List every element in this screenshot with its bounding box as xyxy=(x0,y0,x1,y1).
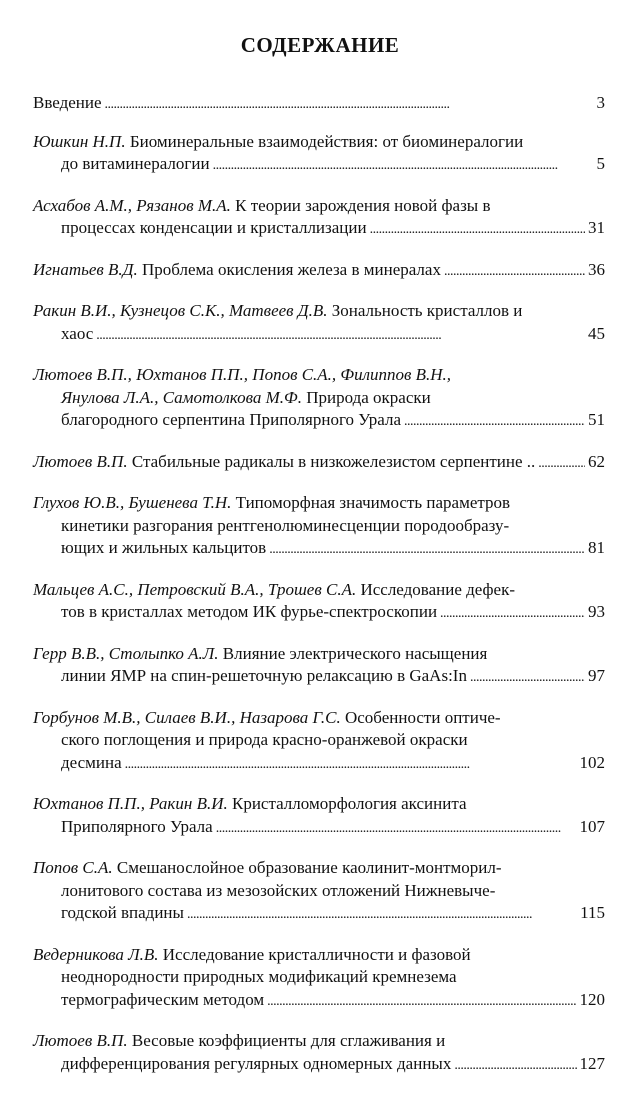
page-number: 93 xyxy=(588,602,605,621)
toc-entry-title: неоднородности природных модификаций кремнезема xyxy=(61,967,457,986)
toc-entry-authors: Асхабов А.М., Рязанов М.А. xyxy=(33,195,231,215)
page-number: 120 xyxy=(579,989,605,1009)
toc-entry-title: Влияние электрического насыщения xyxy=(218,643,488,663)
toc-entry xyxy=(33,793,605,840)
toc-entry-text xyxy=(33,92,102,115)
toc-entry-authors: Юшкин Н.П. xyxy=(33,131,126,151)
toc-entry xyxy=(33,707,605,777)
toc-entry-line xyxy=(33,492,605,515)
toc-entry xyxy=(33,451,605,476)
toc-entry-line xyxy=(33,195,605,218)
toc-entry-line xyxy=(33,515,605,538)
toc-entry-title: Приполярного Урала xyxy=(61,816,213,836)
toc-entry-text xyxy=(61,816,213,839)
toc-entry-title: дифференцирования регулярных одномерных данных xyxy=(61,1053,452,1073)
toc-entry-title: ющих и жильных кальцитов xyxy=(61,538,267,557)
toc-entry-text xyxy=(61,665,467,688)
toc-entry-line xyxy=(33,323,605,348)
dot-leader xyxy=(96,323,585,348)
toc-entry-text xyxy=(33,451,535,474)
toc-entry xyxy=(33,364,605,434)
page-number: 31 xyxy=(588,218,605,237)
toc-entry-line xyxy=(33,409,605,434)
toc-entry-line xyxy=(33,966,605,989)
page-number: 102 xyxy=(579,752,605,772)
toc-entry-title: лонитового состава из мезозойских отложений Нижневыче- xyxy=(61,880,496,900)
toc-entry-authors: Лютоев В.П. xyxy=(33,1031,128,1050)
toc-entry-text xyxy=(61,902,184,925)
toc-entry-text xyxy=(61,752,122,775)
toc-entry-line xyxy=(33,131,605,154)
toc-entry xyxy=(33,195,605,242)
toc-entry-line xyxy=(33,944,605,967)
toc-entry xyxy=(33,492,605,562)
toc-entry-line xyxy=(33,259,605,284)
toc-entry-line xyxy=(33,217,605,242)
page-number: 81 xyxy=(588,538,605,557)
toc-entry-title: Введение xyxy=(33,93,102,112)
toc-entry-authors: Лютоев В.П., Юхтанов П.П., Попов С.А., Филиппов В.Н., xyxy=(33,365,452,384)
dot-leader xyxy=(269,537,585,562)
dot-leader xyxy=(216,816,577,841)
toc-entry-title: десмина xyxy=(61,752,122,772)
toc-entry-line xyxy=(33,579,605,602)
page-number: 36 xyxy=(588,259,605,279)
toc-entry xyxy=(33,259,605,284)
toc-entry-title: Исследование дефек- xyxy=(356,579,515,599)
toc-entry-line xyxy=(33,707,605,730)
toc-entry-authors: Герр В.В., Столыпко А.Л. xyxy=(33,643,219,663)
toc-entry-text xyxy=(61,989,264,1012)
page-number: 97 xyxy=(588,666,605,685)
dot-leader xyxy=(187,902,577,927)
toc-entry-title: Типоморфная значимость параметров xyxy=(231,493,511,512)
toc-entry-line xyxy=(33,902,605,927)
page-number: 62 xyxy=(588,451,605,471)
page-number: 115 xyxy=(580,903,605,922)
dot-leader xyxy=(440,601,585,626)
dot-leader xyxy=(470,665,585,690)
toc-entry-line xyxy=(33,729,605,752)
page-number: 45 xyxy=(588,323,605,343)
toc-entry xyxy=(33,300,605,347)
toc-entry-title: тов в кристаллах методом ИК фурье-спектроскопии xyxy=(61,602,438,621)
page-number: 5 xyxy=(596,154,605,173)
dot-leader xyxy=(404,409,585,434)
toc-entry-title: К теории зарождения новой фазы в xyxy=(230,195,491,215)
toc-entry xyxy=(33,579,605,626)
toc-entry-line xyxy=(33,1030,605,1053)
page-number: 127 xyxy=(579,1053,605,1073)
toc-entry-title: Биоминеральные взаимодействия: от биоминералогии xyxy=(125,131,524,151)
toc-entry-title: хаос xyxy=(61,323,94,343)
toc-entry-authors: Янулова Л.А., Самотолкова М.Ф. xyxy=(61,387,302,407)
toc-entry-line xyxy=(33,153,605,178)
toc-entry xyxy=(33,857,605,927)
page-title: СОДЕРЖАНИЕ xyxy=(240,33,400,57)
toc-entry-authors: Мальцев А.С., Петровский В.А., Трошев С.А. xyxy=(33,579,357,599)
toc-entry-title: Кристалломорфология аксинита xyxy=(227,794,467,813)
toc-entry xyxy=(33,92,605,117)
toc-entry-title: благородного серпентина Приполярного Урала xyxy=(61,410,402,429)
toc-entry-title: Особенности оптиче- xyxy=(340,707,501,727)
toc-entry-line xyxy=(33,537,605,562)
toc-entry-authors: Юхтанов П.П., Ракин В.И. xyxy=(33,794,228,813)
dot-leader xyxy=(444,259,585,284)
toc-entry-line xyxy=(33,665,605,690)
toc-entry-title: ского поглощения и природа красно-оранжевой окраски xyxy=(61,730,468,749)
toc-entry-authors: Ракин В.И., Кузнецов С.К., Матвеев Д.В. xyxy=(33,301,328,320)
toc-entry-line xyxy=(33,601,605,626)
toc-entry-title: Исследование кристалличности и фазовой xyxy=(158,944,471,964)
dot-leader xyxy=(370,217,585,242)
toc-entry-line xyxy=(33,643,605,666)
toc-entry-text xyxy=(61,1053,451,1076)
page-number: 107 xyxy=(579,816,605,836)
dot-leader xyxy=(213,153,594,178)
toc-entry-title: Смешанослойное образование каолинит-монтморил- xyxy=(112,858,502,877)
toc-entry-line xyxy=(33,364,605,387)
toc-entry-line xyxy=(33,857,605,880)
toc-entry-title: Стабильные радикалы в низкожелезистом серпентине .. xyxy=(127,451,536,471)
toc-entry-title: процессах конденсации и кристаллизации xyxy=(61,218,367,237)
toc-entry-line xyxy=(33,816,605,841)
toc-entry-title: годской впадины xyxy=(61,903,184,922)
dot-leader xyxy=(267,989,576,1014)
toc-entry-line xyxy=(33,387,605,410)
toc-entry-authors: Глухов Ю.В., Бушенева Т.Н. xyxy=(33,493,232,512)
toc-entry-line xyxy=(33,880,605,903)
toc-entry-line xyxy=(33,752,605,777)
toc-entry xyxy=(33,643,605,690)
toc-entry-title: Зональность кристаллов и xyxy=(327,301,523,320)
toc-entry-title: линии ЯМР на спин-решеточную релаксацию в GaAs:In xyxy=(61,666,467,685)
toc-entry-line xyxy=(33,451,605,476)
toc-entry-authors: Попов С.А. xyxy=(33,858,113,877)
dot-leader xyxy=(125,752,577,777)
toc-entry-authors: Горбунов М.В., Силаев В.И., Назарова Г.С. xyxy=(33,707,341,727)
toc-entry-title: термографическим методом xyxy=(61,989,265,1009)
toc-entry xyxy=(33,944,605,1014)
dot-leader xyxy=(454,1053,576,1078)
page-number: 3 xyxy=(596,93,605,112)
toc-entry xyxy=(33,1030,605,1077)
toc-entry-line xyxy=(33,989,605,1014)
toc-entry-authors: Лютоев В.П. xyxy=(33,451,128,471)
toc-entry-text xyxy=(61,217,367,240)
toc-entry xyxy=(33,131,605,178)
toc-entry-line xyxy=(33,1053,605,1078)
page-number: 51 xyxy=(588,410,605,429)
toc-entry-line xyxy=(33,92,605,117)
toc-entry-title: кинетики разгорания рентгенолюминесценции породообразу- xyxy=(61,515,510,535)
table-of-contents xyxy=(33,92,605,1094)
toc-entry-title: Весовые коэффициенты для сглаживания и xyxy=(127,1031,446,1050)
toc-entry-authors: Игнатьев В.Д. xyxy=(33,259,138,279)
toc-entry-text xyxy=(61,601,437,624)
toc-entry-text xyxy=(61,153,210,176)
toc-entry-text xyxy=(61,409,401,432)
toc-entry-title: Природа окраски xyxy=(301,387,431,407)
toc-entry-line xyxy=(33,793,605,816)
dot-leader xyxy=(538,451,585,476)
toc-entry-title: Проблема окисления железа в минералах xyxy=(137,259,441,279)
toc-entry-line xyxy=(33,300,605,323)
toc-entry-authors: Ведерникова Л.В. xyxy=(33,944,159,964)
toc-entry-text xyxy=(61,323,93,346)
toc-entry-text xyxy=(61,537,266,560)
toc-entry-title: до витаминералогии xyxy=(61,154,210,173)
toc-entry-text xyxy=(33,259,441,282)
dot-leader xyxy=(105,92,594,117)
